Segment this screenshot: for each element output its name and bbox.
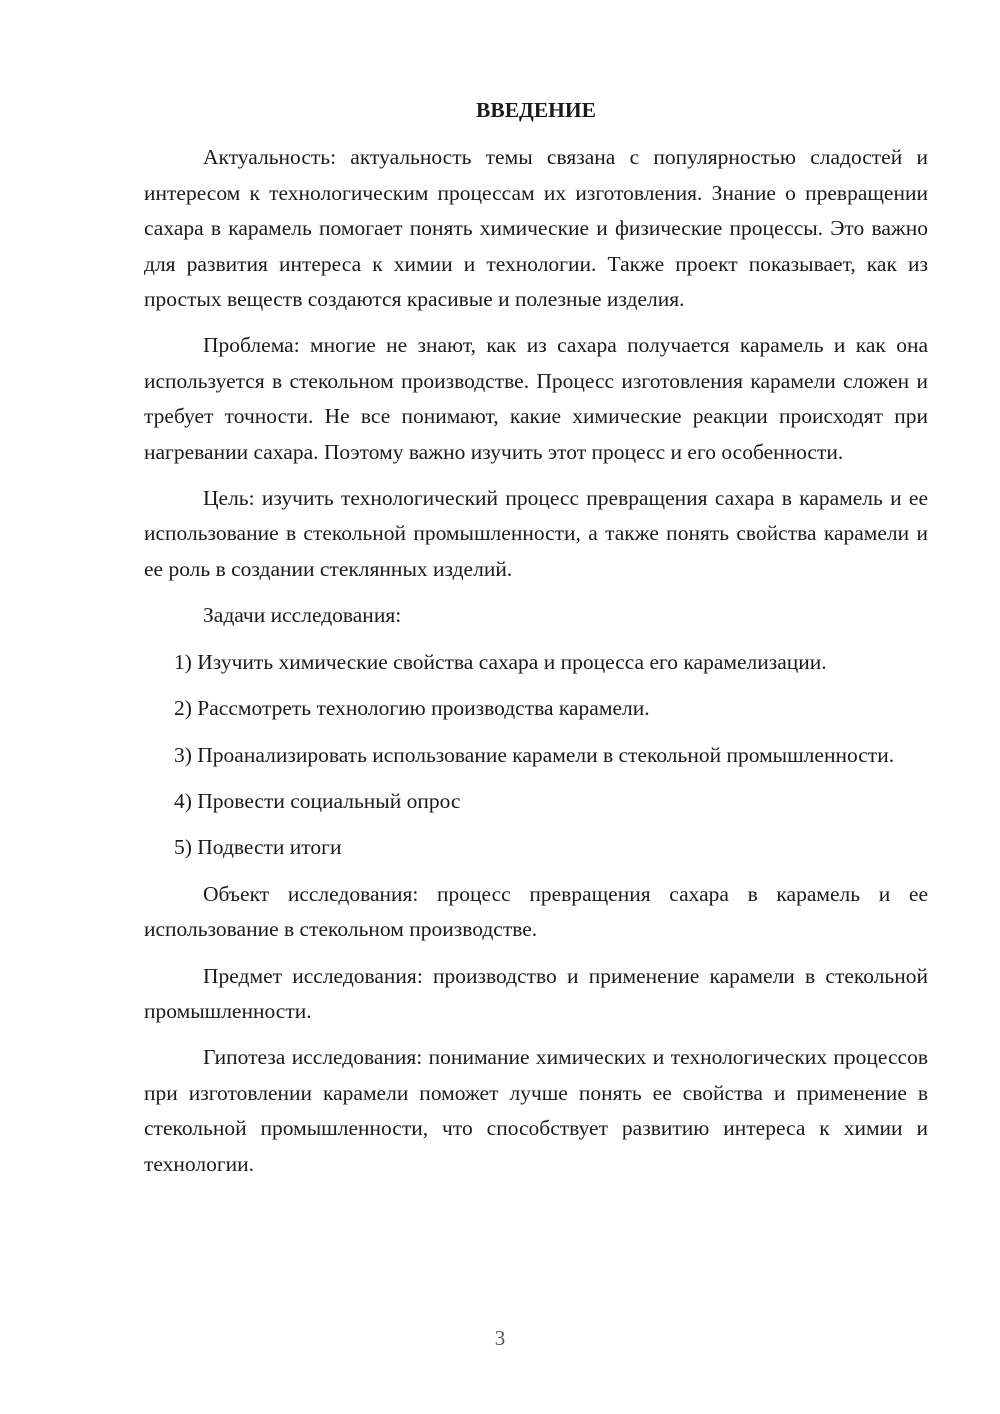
list-item-task-2: 2) Рассмотреть технологию производства карамели. <box>174 696 650 721</box>
paragraph-object: Объект исследования: процесс превращения сахара в карамель и ее использование в стекольном производстве. <box>144 881 928 942</box>
list-item-task-5: 5) Подвести итоги <box>174 835 342 860</box>
page-title: ВВЕДЕНИЕ <box>476 98 596 122</box>
list-item-task-3: 3) Проанализировать использование карамели в стекольной промышленности. <box>174 742 895 767</box>
paragraph-subject: Предмет исследования: производство и применение карамели в стекольной промышленности. <box>144 963 928 1023</box>
paragraph-problem: Проблема: многие не знают, как из сахара получается карамель и как она используется в стекольном производстве. Процесс изготовления карамели сложен и требует точности. Не все понимают, какие химические реакции происходят при нагревании сахара. Поэтому важно изучить этот процесс и его особенности. <box>144 333 928 464</box>
tasks-heading: Задачи исследования: <box>203 603 402 628</box>
page-content <box>144 93 928 1182</box>
page-number: 3 <box>494 1326 506 1350</box>
list-item-task-4: 4) Провести социальный опрос <box>174 788 461 813</box>
paragraph-hypothesis: Гипотеза исследования: понимание химических и технологических процессов при изготовлении карамели поможет лучше понять ее свойства и применение в стекольной промышленности, что способствует развитию интереса к химии и технологии. <box>144 1045 928 1176</box>
paragraph-goal: Цель: изучить технологический процесс превращения сахара в карамель и ее использование в стекольной промышленности, а также понять свойства карамели и ее роль в создании стеклянных изделий. <box>144 486 928 581</box>
paragraph-relevance: Актуальность: актуальность темы связана с популярностью сладостей и интересом к технологическим процессам их изготовления. Знание о превращении сахара в карамель помогает понять химические и физические процессы. Это важно для развития интереса к химии и технологии. Также проект показывает, как из простых веществ создаются красивые и полезные изделия. <box>144 145 928 312</box>
list-item-task-1: 1) Изучить химические свойства сахара и процесса его карамелизации. <box>174 649 827 674</box>
